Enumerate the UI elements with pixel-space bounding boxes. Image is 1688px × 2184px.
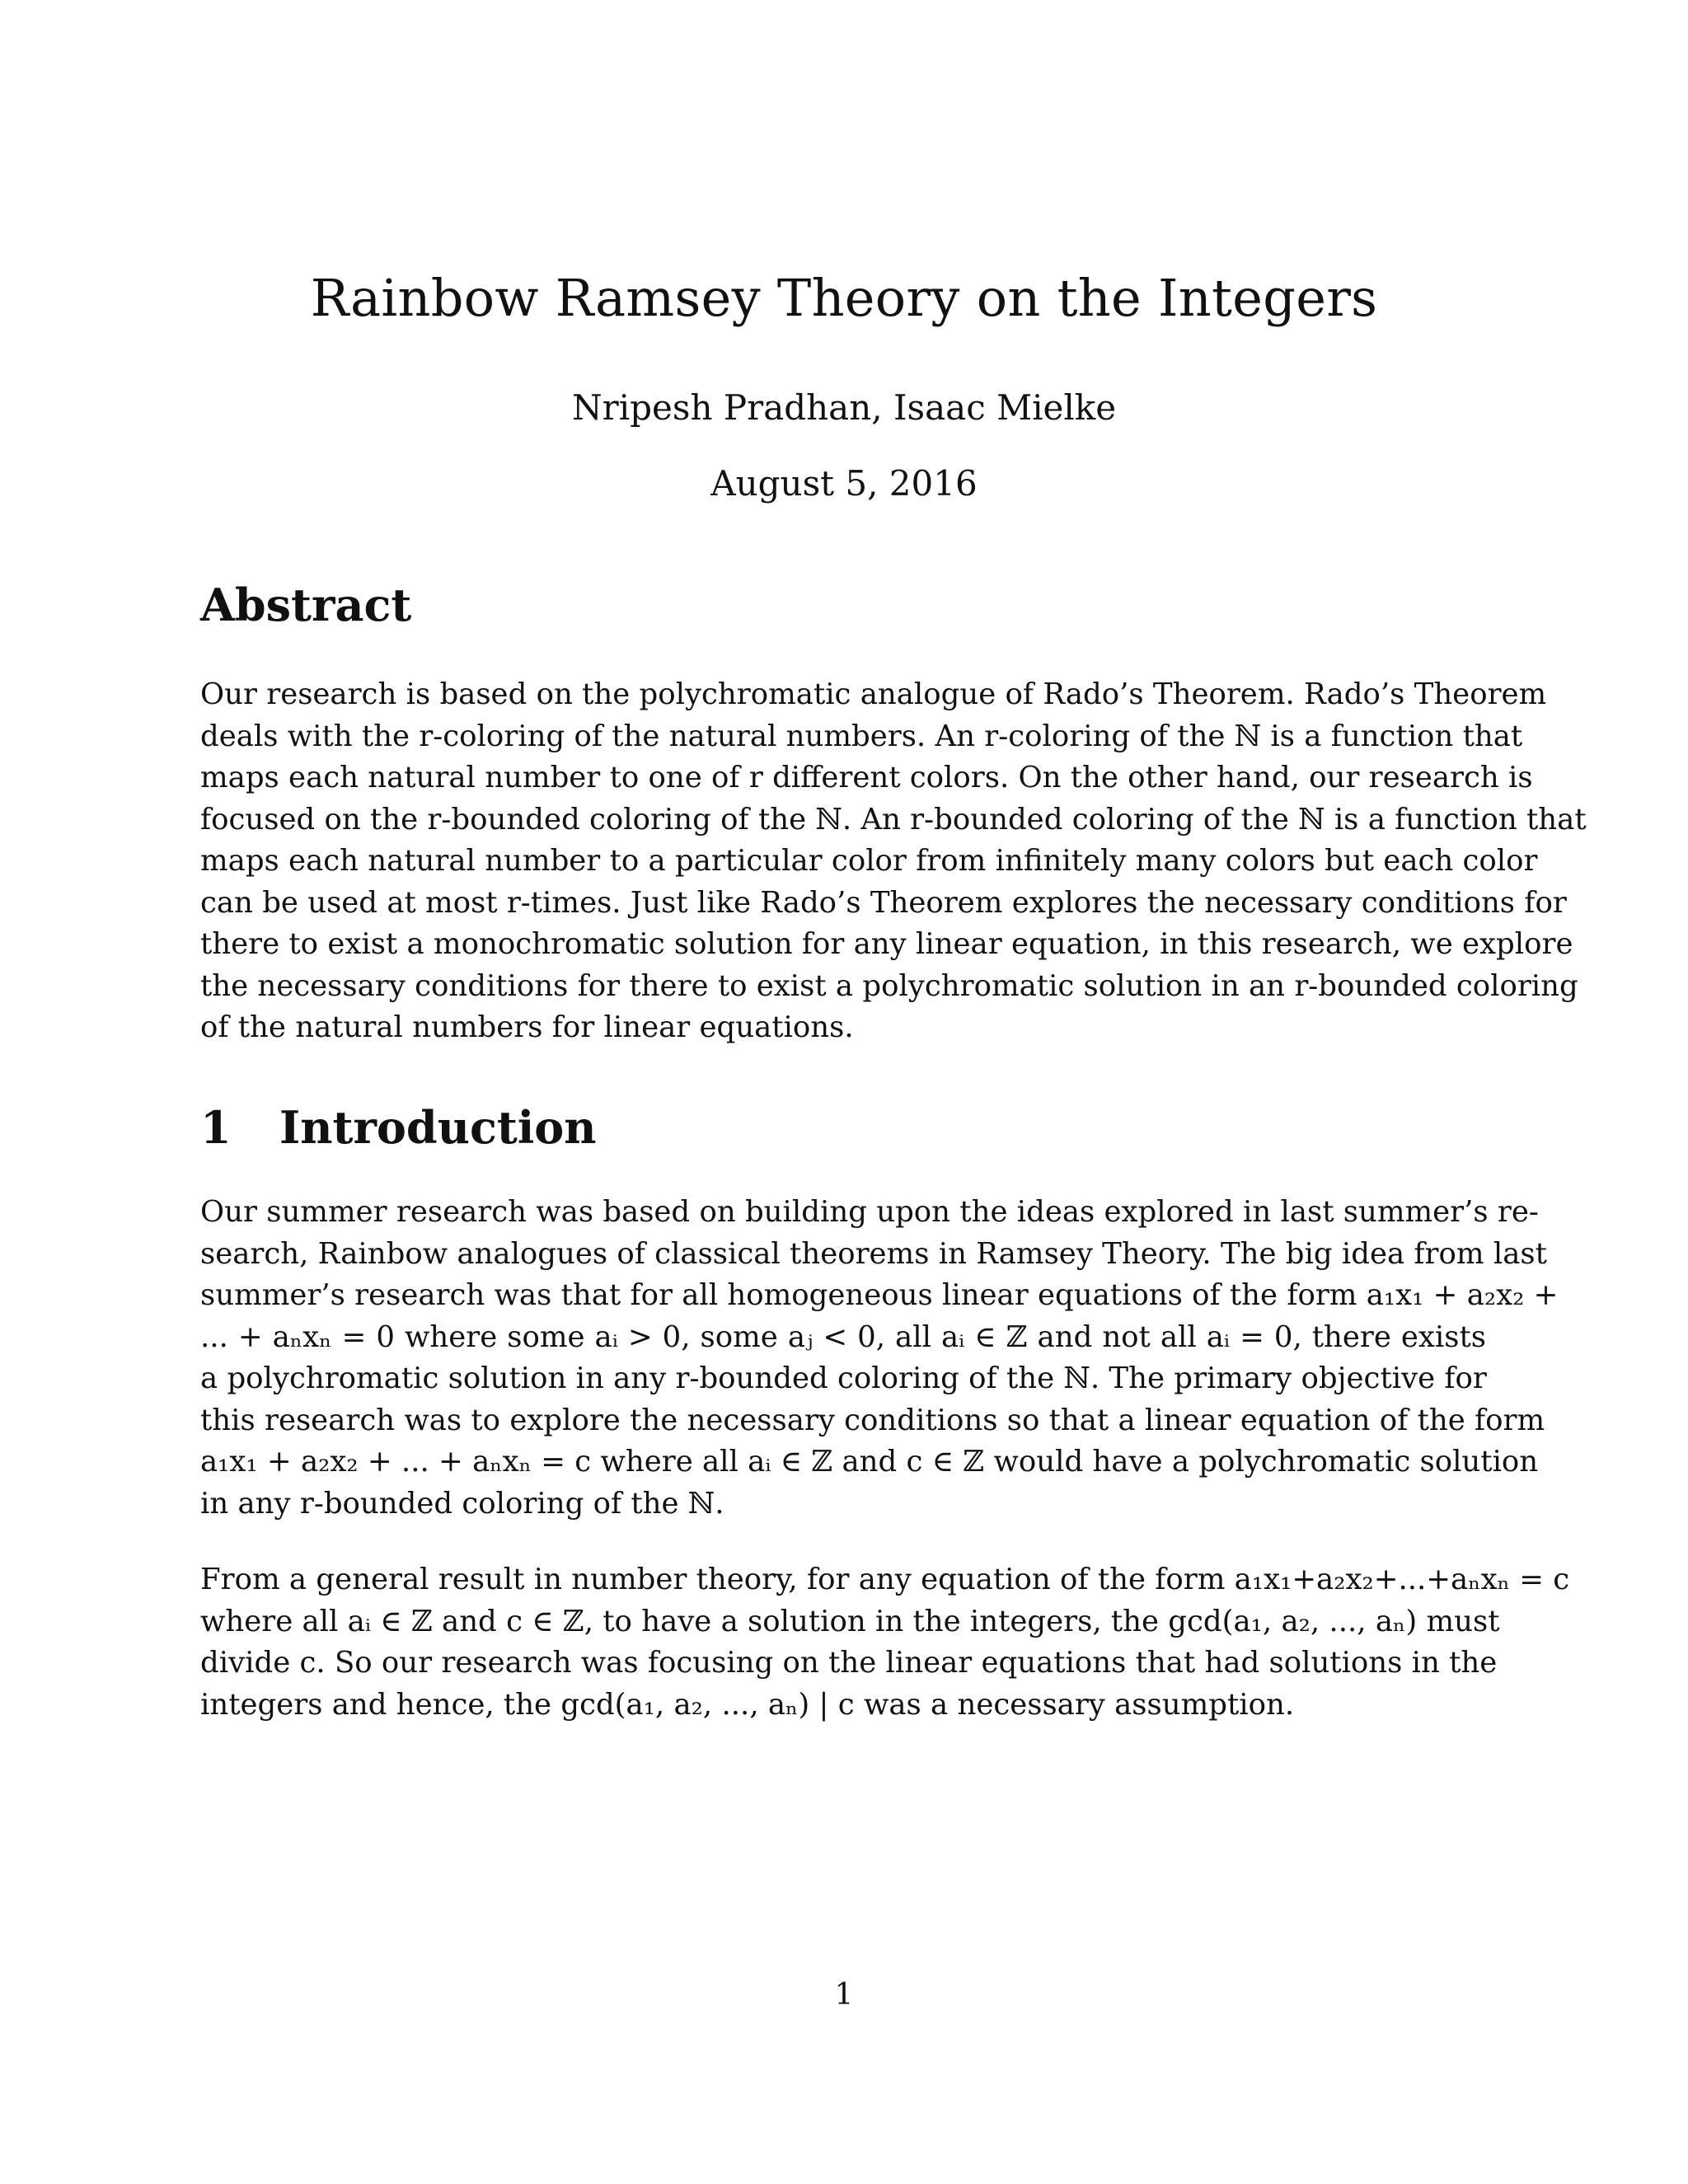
introduction-paragraph-2 bbox=[200, 1559, 1570, 1726]
page-number: 1 bbox=[834, 1978, 854, 2012]
abstract-line: deals with the r-coloring of the natural numbers. An r-coloring of the ℕ is a function that bbox=[200, 719, 1523, 753]
section-title: Introduction bbox=[279, 1101, 597, 1154]
abstract-line: Our research is based on the polychromatic analogue of Rado’s Theorem. Rado’s Theorem bbox=[200, 677, 1547, 711]
abstract-paragraph bbox=[200, 674, 1587, 1049]
paragraph-line: ... + aₙxₙ = 0 where some aᵢ > 0, some aⱼ < 0, all aᵢ ∈ ℤ and not all aᵢ = 0, there exists bbox=[200, 1319, 1486, 1354]
paper-authors: Nripesh Pradhan, Isaac Mielke bbox=[571, 387, 1117, 428]
paragraph-line: this research was to explore the necessary conditions so that a linear equation of the form bbox=[200, 1403, 1545, 1437]
paper-title: Rainbow Ramsey Theory on the Integers bbox=[310, 268, 1378, 328]
abstract-line: of the natural numbers for linear equations. bbox=[200, 1010, 854, 1044]
abstract-line: there to exist a monochromatic solution for any linear equation, in this research, we explore bbox=[200, 927, 1573, 961]
paragraph-line: divide c. So our research was focusing on the linear equations that had solutions in the bbox=[200, 1646, 1498, 1680]
paragraph-line: search, Rainbow analogues of classical theorems in Ramsey Theory. The big idea from last bbox=[200, 1236, 1547, 1271]
abstract-line: focused on the r-bounded coloring of the ℕ. An r-bounded coloring of the ℕ is a function that bbox=[200, 802, 1587, 837]
paragraph-line: where all aᵢ ∈ ℤ and c ∈ ℤ, to have a solution in the integers, the gcd(a₁, a₂, ..., aₙ) must bbox=[200, 1604, 1500, 1638]
paragraph-line: a polychromatic solution in any r-bounded coloring of the ℕ. The primary objective for bbox=[200, 1361, 1487, 1395]
section-number: 1 bbox=[200, 1101, 232, 1154]
abstract-line: maps each natural number to one of r different colors. On the other hand, our research is bbox=[200, 761, 1533, 794]
introduction-paragraph-1 bbox=[200, 1192, 1559, 1525]
paragraph-line: integers and hence, the gcd(a₁, a₂, ..., aₙ) | c was a necessary assumption. bbox=[200, 1687, 1295, 1722]
abstract-line: maps each natural number to a particular color from infinitely many colors but each color bbox=[200, 844, 1538, 878]
paragraph-line: From a general result in number theory, for any equation of the form a₁x₁+a₂x₂+...+aₙxₙ = c bbox=[200, 1563, 1570, 1596]
paragraph-line: summer’s research was that for all homogeneous linear equations of the form a₁x₁ + a₂x₂ + bbox=[200, 1278, 1559, 1312]
paragraph-line: a₁x₁ + a₂x₂ + ... + aₙxₙ = c where all aᵢ ∈ ℤ and c ∈ ℤ would have a polychromatic solution bbox=[200, 1445, 1539, 1479]
introduction-heading bbox=[200, 1101, 597, 1154]
abstract-heading: Abstract bbox=[200, 579, 412, 631]
paragraph-line: in any r-bounded coloring of the ℕ. bbox=[200, 1486, 724, 1521]
abstract-line: the necessary conditions for there to exist a polychromatic solution in an r-bounded coloring bbox=[200, 968, 1578, 1003]
paper-date: August 5, 2016 bbox=[710, 463, 978, 504]
paragraph-line: Our summer research was based on building upon the ideas explored in last summer’s re- bbox=[200, 1195, 1539, 1229]
abstract-line: can be used at most r-times. Just like Rado’s Theorem explores the necessary conditions for bbox=[200, 885, 1567, 920]
